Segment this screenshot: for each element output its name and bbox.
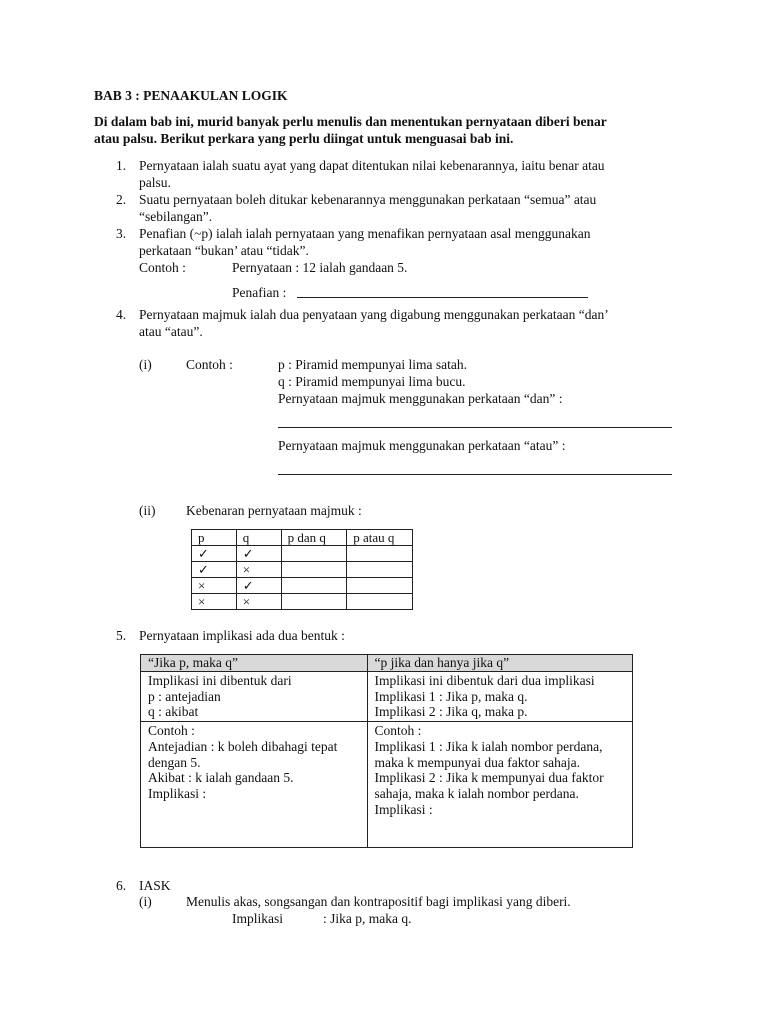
compound-dan-prompt: Pernyataan majmuk menggunakan perkataan “dan” : <box>278 391 563 406</box>
sub-i-example-label: Contoh : <box>186 357 233 372</box>
table-row <box>192 562 413 578</box>
table-row <box>141 722 633 848</box>
implication-table-header <box>141 655 633 672</box>
implication-answer-right[interactable]: Implikasi : <box>374 801 433 817</box>
item-3-text-cont: perkataan “bukan’ atau “tidak”. <box>139 243 309 258</box>
item-1-text: Pernyataan ialah suatu ayat yang dapat ditentukan nilai kebenarannya, iaitu benar atau <box>139 158 605 173</box>
text-line: Implikasi 2 : Jika k mempunyai dua faktor sahaja, maka k ialah nombor perdana. <box>374 770 604 801</box>
cell-p-atau-q[interactable] <box>347 562 413 578</box>
cell-q: × <box>236 562 281 578</box>
header-jika-dan-hanya-jika: “p jika dan hanya jika q” <box>367 655 632 672</box>
implication-answer-left[interactable]: Implikasi : <box>148 785 207 801</box>
table-row <box>192 578 413 594</box>
text-line: Implikasi 2 : Jika q, maka p. <box>374 704 528 720</box>
intro-line-2: atau palsu. Berikut perkara yang perlu diingat untuk menguasai bab ini. <box>94 131 514 146</box>
text-line: Implikasi ini dibentuk dari <box>148 673 292 688</box>
cell-p: × <box>192 594 237 610</box>
sub-6i-number: (i) <box>139 894 152 909</box>
compound-atau-answer-line[interactable] <box>278 474 672 475</box>
cell-q: ✓ <box>236 578 281 594</box>
negation-answer-line[interactable] <box>297 297 588 298</box>
cell-p-dan-q[interactable] <box>281 546 347 562</box>
cell-p-atau-q[interactable] <box>347 578 413 594</box>
sub-6i-text: Menulis akas, songsangan dan kontrapositif bagi implikasi yang diberi. <box>186 894 571 909</box>
cell-p-dan-q[interactable] <box>281 578 347 594</box>
definition-right <box>367 672 632 722</box>
cell-q: × <box>236 594 281 610</box>
item-4-text-cont: atau “atau”. <box>139 324 203 339</box>
cell-p: ✓ <box>192 546 237 562</box>
cell-p: × <box>192 578 237 594</box>
cell-p-dan-q[interactable] <box>281 562 347 578</box>
text-line: q : akibat <box>148 704 199 720</box>
item-2-number: 2. <box>116 192 127 207</box>
page-title: BAB 3 : PENAAKULAN LOGIK <box>94 88 288 103</box>
cell-p-dan-q[interactable] <box>281 594 347 610</box>
negation-label: Penafian : <box>232 285 287 300</box>
item-5-text: Pernyataan implikasi ada dua bentuk : <box>139 628 345 643</box>
header-p: p <box>192 530 237 546</box>
text-line: Implikasi ini dibentuk dari dua implikasi <box>374 673 595 688</box>
statement-q: q : Piramid mempunyai lima bucu. <box>278 374 466 389</box>
text-line: Implikasi 1 : Jika p, maka q. <box>374 688 528 704</box>
truth-table <box>191 529 413 610</box>
item-2-text: Suatu pernyataan boleh ditukar kebenarannya menggunakan perkataan “semua” atau <box>139 192 597 207</box>
item-4-text: Pernyataan majmuk ialah dua penyataan yang digabung menggunakan perkataan “dan’ <box>139 307 609 322</box>
text-line: Contoh : <box>374 723 422 739</box>
item-1-text-cont: palsu. <box>139 175 171 190</box>
example-statement: Pernyataan : 12 ialah gandaan 5. <box>232 260 408 275</box>
cell-q: ✓ <box>236 546 281 562</box>
sub-i-number: (i) <box>139 357 152 372</box>
example-left <box>141 722 368 848</box>
sub-ii-text: Kebenaran pernyataan majmuk : <box>186 503 362 518</box>
sub-ii-number: (ii) <box>139 503 156 518</box>
header-jika-maka: “Jika p, maka q” <box>141 655 368 672</box>
definition-left <box>141 672 368 722</box>
statement-p: p : Piramid mempunyai lima satah. <box>278 357 467 372</box>
item-6-number: 6. <box>116 878 127 893</box>
text-line: Implikasi 1 : Jika k ialah nombor perdana, maka k mempunyai dua faktor sahaja. <box>374 738 603 770</box>
table-row <box>141 672 633 722</box>
table-row <box>192 594 413 610</box>
item-2-text-cont: “sebilangan”. <box>139 209 213 224</box>
text-line: p : antejadian <box>148 688 221 704</box>
header-p-dan-q: p dan q <box>281 530 347 546</box>
compound-dan-answer-line[interactable] <box>278 427 672 428</box>
cell-p-atau-q[interactable] <box>347 594 413 610</box>
text-line: Antejadian : k boleh dibahagi tepat dengan 5. <box>148 738 338 770</box>
text-line: Akibat : k ialah gandaan 5. <box>148 770 294 786</box>
example-label: Contoh : <box>139 260 186 275</box>
text-line: Contoh : <box>148 723 195 739</box>
intro-line-1: Di dalam bab ini, murid banyak perlu menulis dan menentukan pernyataan diberi benar <box>94 114 607 129</box>
compound-atau-prompt: Pernyataan majmuk menggunakan perkataan “atau” : <box>278 438 566 453</box>
header-q: q <box>236 530 281 546</box>
header-p-atau-q: p atau q <box>347 530 413 546</box>
item-5-number: 5. <box>116 628 127 643</box>
item-3-number: 3. <box>116 226 127 241</box>
implication-table <box>140 654 633 848</box>
implication-value: : Jika p, maka q. <box>323 911 412 926</box>
item-1-number: 1. <box>116 158 127 173</box>
implication-label: Implikasi <box>232 911 283 926</box>
item-4-number: 4. <box>116 307 127 322</box>
item-3-text: Penafian (~p) ialah ialah pernyataan yang menafikan pernyataan asal menggunakan <box>139 226 591 241</box>
item-6-text: IASK <box>139 878 171 893</box>
cell-p-atau-q[interactable] <box>347 546 413 562</box>
truth-table-header <box>192 530 413 546</box>
cell-p: ✓ <box>192 562 237 578</box>
example-right <box>367 722 632 848</box>
table-row <box>192 546 413 562</box>
